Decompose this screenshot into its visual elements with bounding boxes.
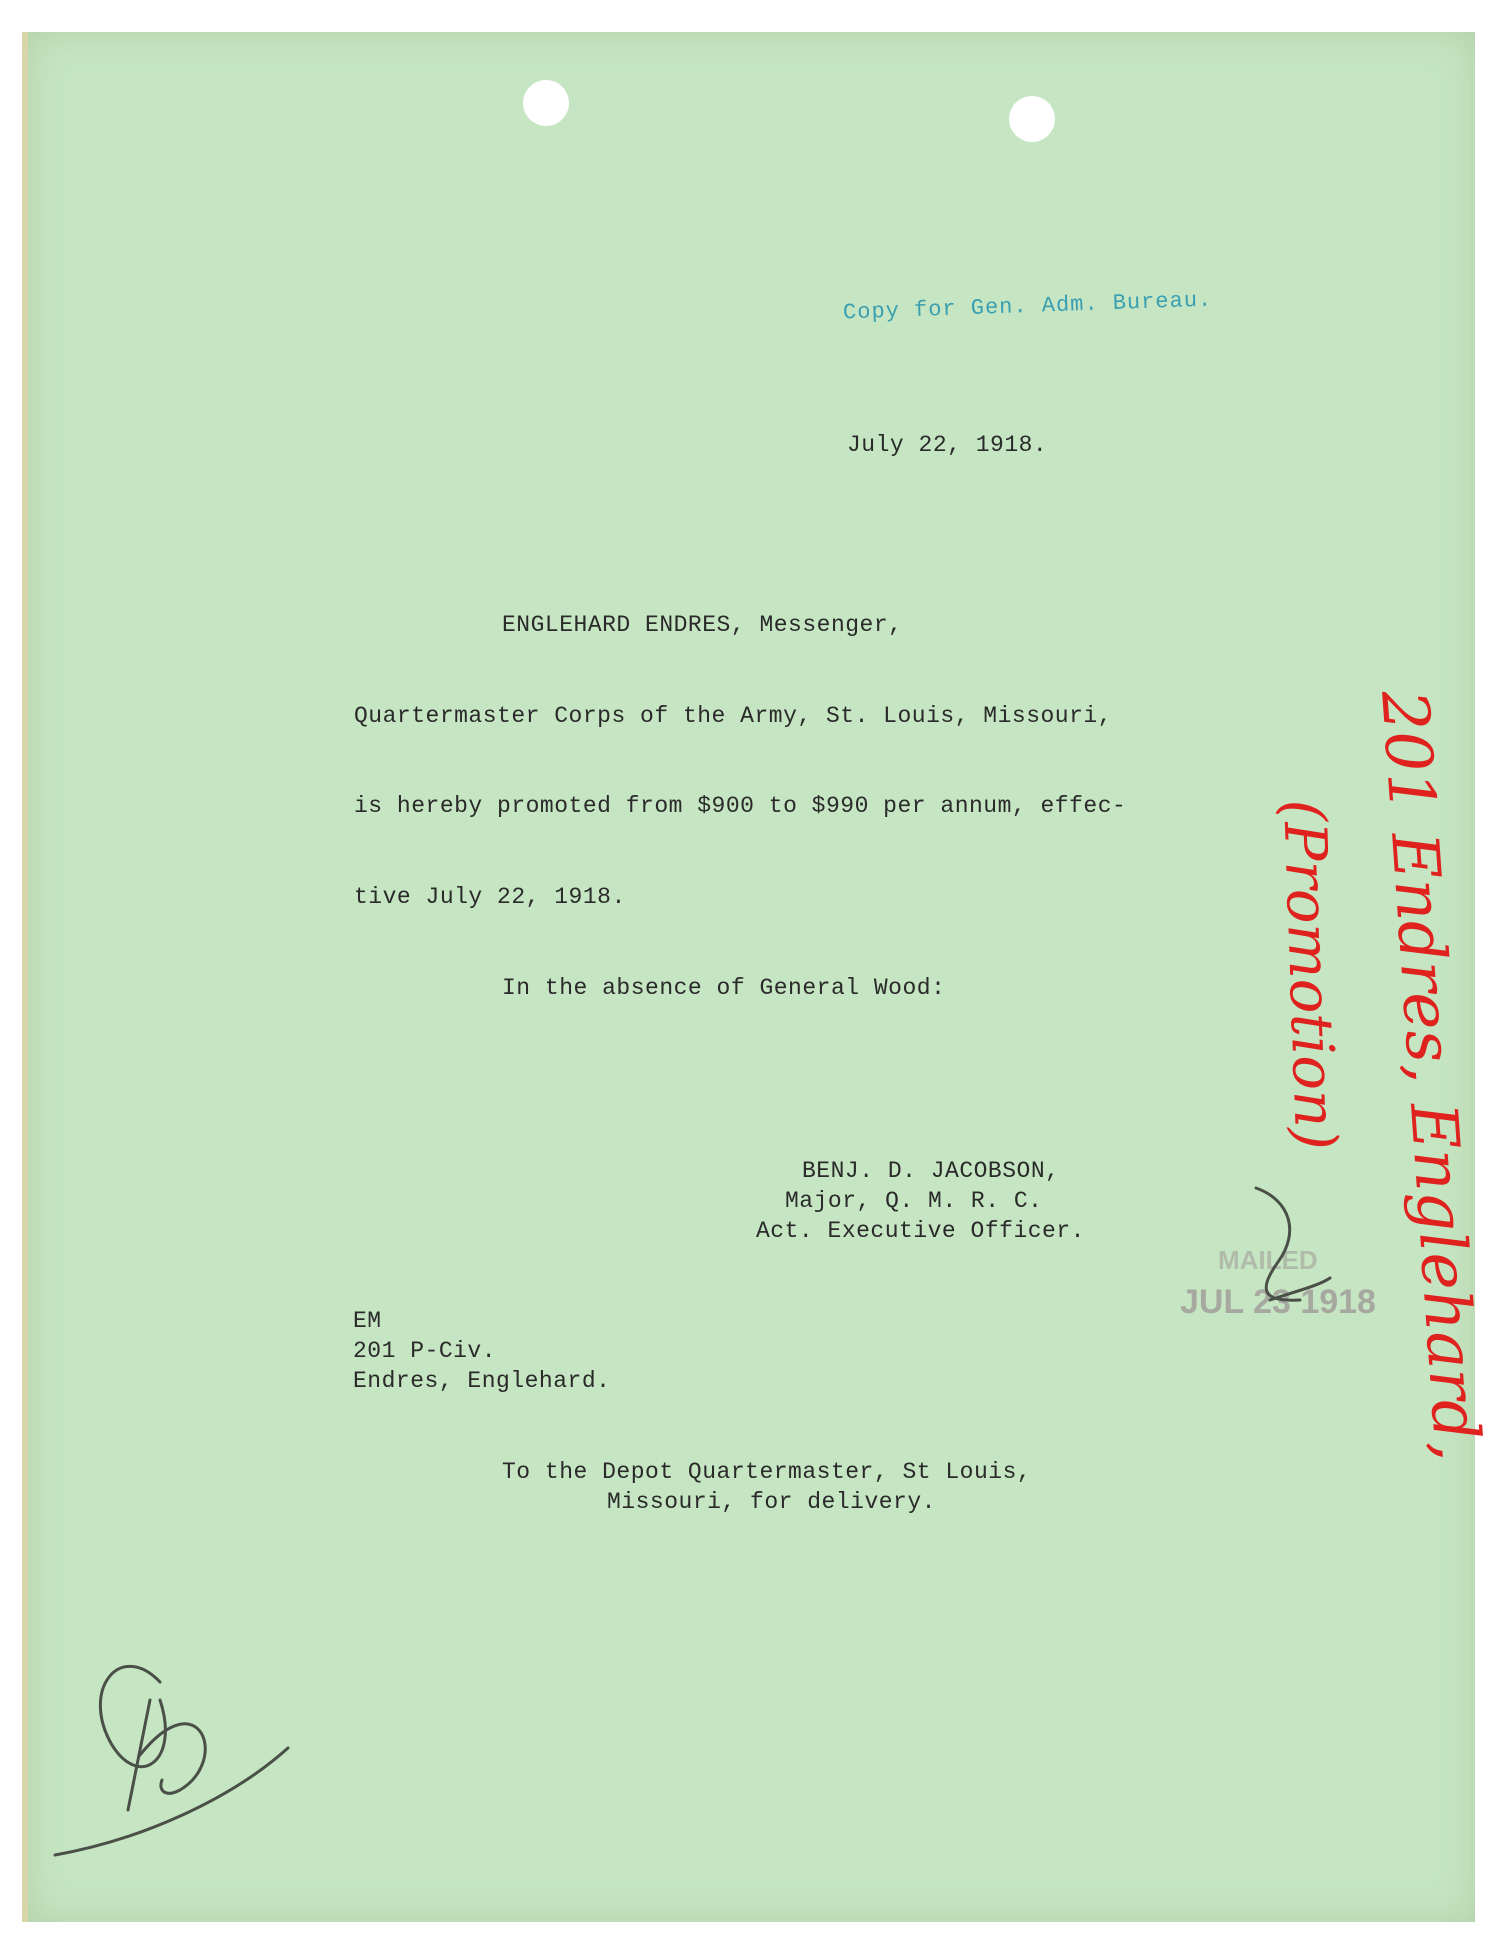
- reference-file: 201 P-Civ.: [353, 1338, 497, 1364]
- punch-hole-right: [1009, 96, 1055, 142]
- body-line-1: ENGLEHARD ENDRES, Messenger,: [502, 612, 903, 638]
- reference-initials: EM: [353, 1308, 382, 1334]
- body-line-5: In the absence of General Wood:: [502, 975, 946, 1001]
- delivery-line-2: Missouri, for delivery.: [607, 1489, 936, 1515]
- signature-rank: Major, Q. M. R. C.: [785, 1188, 1043, 1214]
- copy-stamp: Copy for Gen. Adm. Bureau.: [842, 287, 1213, 326]
- delivery-line-1: To the Depot Quartermaster, St Louis,: [502, 1459, 1032, 1485]
- body-line-2: Quartermaster Corps of the Army, St. Louis, Missouri,: [354, 703, 1113, 729]
- letter-date: July 22, 1918.: [847, 432, 1048, 458]
- punch-hole-left: [523, 80, 569, 126]
- signature-name: BENJ. D. JACOBSON,: [802, 1158, 1060, 1184]
- handwritten-file-note: 201 Endres, Englehard,: [1366, 688, 1494, 1464]
- body-line-3: is hereby promoted from $900 to $990 per annum, effec-: [354, 793, 1127, 819]
- signature-title: Act. Executive Officer.: [756, 1218, 1085, 1244]
- mailed-stamp-label: MAILED: [1218, 1245, 1318, 1275]
- reference-name: Endres, Englehard.: [353, 1368, 611, 1394]
- handwritten-promotion-note: (Promotion): [1270, 798, 1351, 1152]
- body-line-4: tive July 22, 1918.: [354, 884, 626, 910]
- mailed-stamp-date: JUL 23 1918: [1180, 1283, 1376, 1321]
